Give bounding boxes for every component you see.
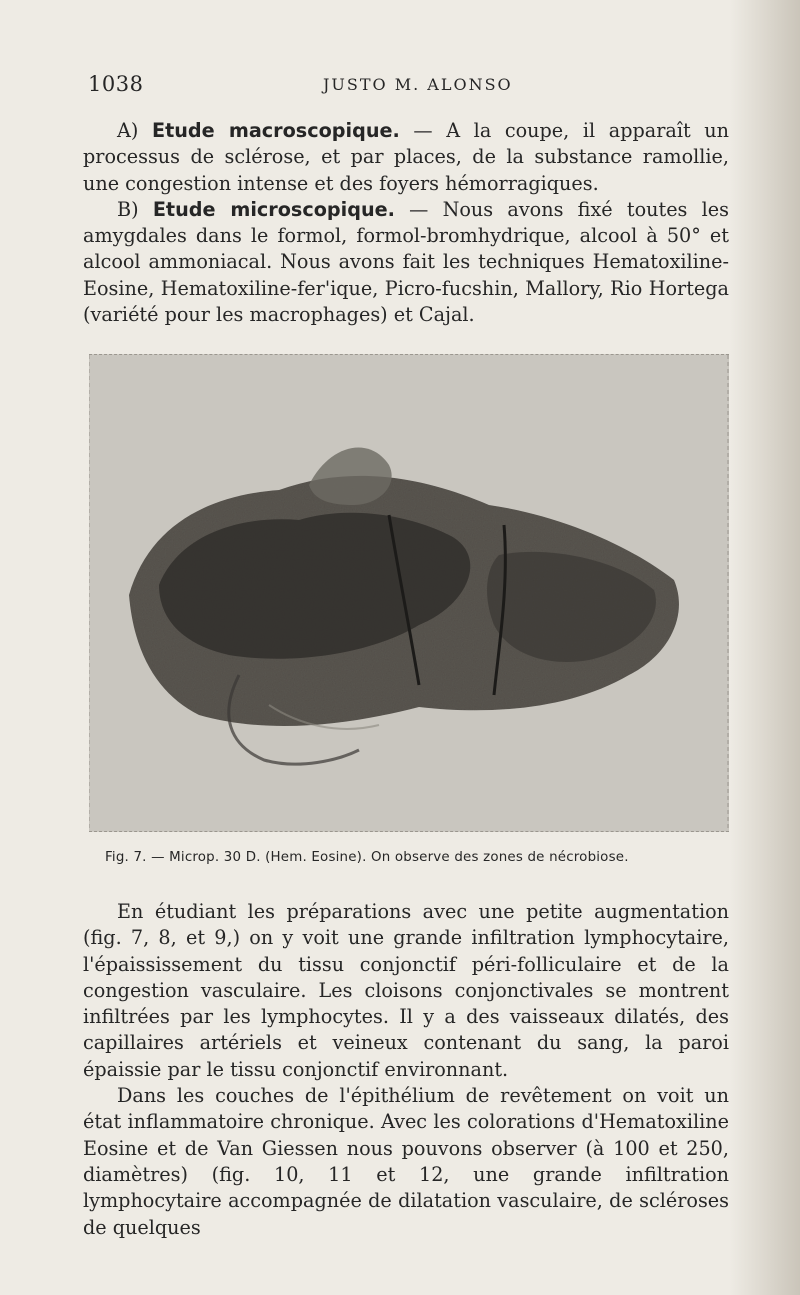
page-edge-shadow: [730, 0, 800, 1295]
micrograph-figure: [89, 354, 729, 832]
bottom-text-block: [83, 899, 729, 1241]
running-header: [88, 72, 728, 108]
section-heading-microscopic: Etude microscopique.: [152, 197, 395, 221]
running-title: JUSTO M. ALONSO: [323, 75, 513, 94]
paragraph-text: — A la coupe, il apparaît un processus de sclérose, et par places, de la substance ramollie, une congestion intense et des foyers hémorragiques.: [83, 119, 729, 195]
page-number: 1038: [88, 72, 144, 96]
figure-caption: Fig. 7. — Microp. 30 D. (Hem. Eosine). On observe des zones de nécrobiose.: [105, 850, 629, 865]
paragraph-text: — Nous avons fixé toutes les amygdales dans le formol, formol-bromhydrique, alcool à 50° et alcool ammoniacal. Nous avons fait les techniques Hematoxiline-Eosine, Hematoxiline-fer'ique, Picro-fucshin, Mallory, Rio Hortega (variété pour les macrophages) et Cajal.: [83, 197, 729, 327]
paragraph-epithelium: Dans les couches de l'épithélium de revêtement on voit un état inflammatoire chronique. Avec les colorations d'Hematoxiline Eosine et de Van Giessen nous pouvons observer (à 100 et 250, diamètres) (fig. 10, 11 et 12, une grande infiltration lymphocytaire accompagnée de dilatation vasculaire, de scléroses de quelques: [83, 1084, 729, 1239]
paragraph-prefix: B): [117, 197, 153, 221]
micrograph-image: [89, 355, 729, 831]
paragraph-macroscopic: [83, 118, 729, 197]
paragraph-observation: En étudiant les préparations avec une petite augmentation (fig. 7, 8, et 9,) on y voit une grande infiltration lymphocytaire, l'épaississement du tissu conjonctif péri-folliculaire et de la congestion vasculaire. Les cloisons conjonctivales se montrent infiltrées par les lymphocytes. Il y a des vaisseaux dilatés, des capillaires artériels et veineux contenant du sang, la paroi épaissie par le tissu conjonctif environnant.: [83, 900, 729, 1081]
section-heading-macroscopic: Etude macroscopique.: [151, 119, 400, 142]
paragraph-microscopic: [83, 197, 729, 328]
top-text-block: [83, 118, 729, 328]
paragraph-prefix: A): [117, 119, 152, 142]
